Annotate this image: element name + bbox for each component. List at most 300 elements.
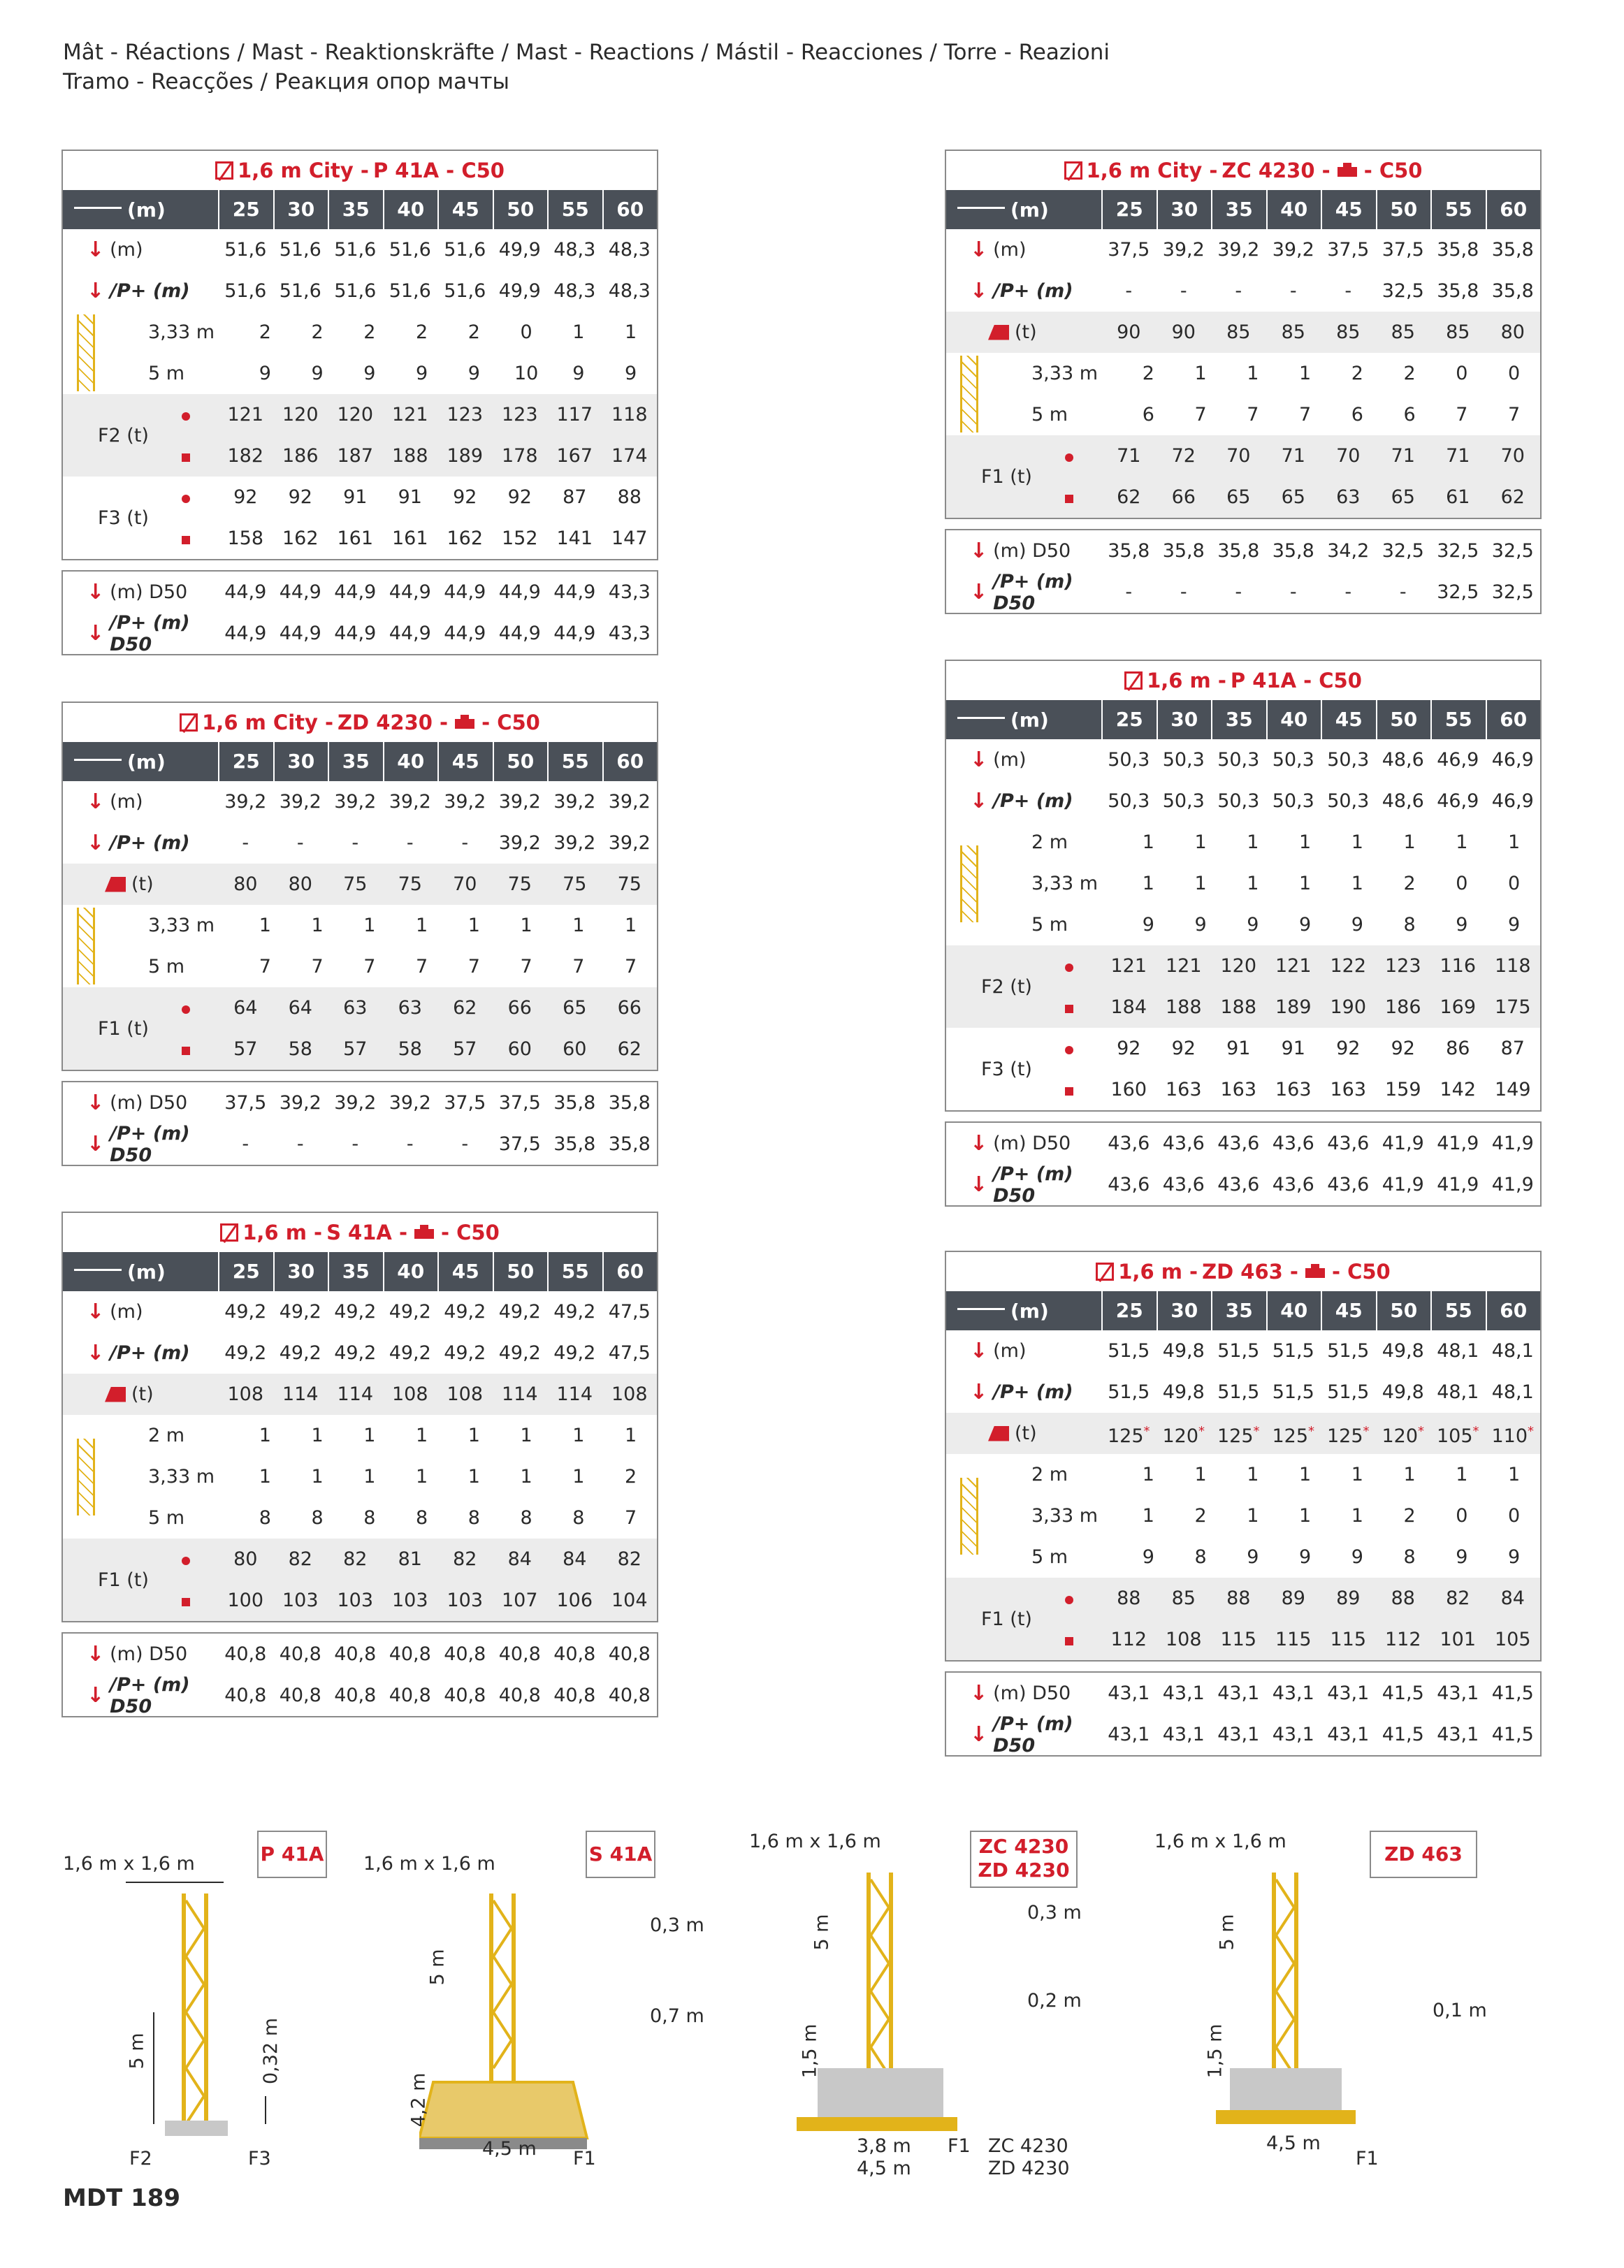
value-cell: 63 bbox=[1336, 486, 1361, 508]
column-header-cell: 30 bbox=[273, 742, 328, 781]
table-row bbox=[946, 780, 1540, 822]
table-row bbox=[1065, 945, 1540, 987]
force-f1-s41a: F1 bbox=[573, 2148, 596, 2169]
value-cells bbox=[218, 229, 657, 270]
value-cell: 1 bbox=[625, 321, 637, 343]
value-cell: 40,8 bbox=[279, 1643, 321, 1665]
mast-icon-cell bbox=[63, 905, 141, 987]
marker-cell bbox=[1065, 996, 1101, 1018]
hook-icon: ↓ bbox=[87, 1300, 105, 1324]
row-label bbox=[1024, 1505, 1122, 1527]
table-p41a bbox=[945, 660, 1542, 1207]
value-cell: 49,2 bbox=[224, 1301, 267, 1323]
value-cells bbox=[239, 1415, 657, 1456]
value-cell: 7 bbox=[1247, 404, 1259, 426]
value-cell: 44,9 bbox=[334, 623, 377, 644]
value-cells bbox=[1101, 1069, 1540, 1110]
value-cell: 43,6 bbox=[1162, 1133, 1205, 1154]
value-cell: 75 bbox=[563, 873, 587, 895]
table-box bbox=[61, 1212, 658, 1622]
value-cell: 92 bbox=[288, 486, 312, 508]
value-cell: 35,8 bbox=[1437, 239, 1479, 261]
value-cell: 7 bbox=[363, 956, 376, 977]
offset1-zc4230: 0,3 m bbox=[1027, 1902, 1082, 1924]
table-box bbox=[945, 150, 1542, 519]
value-cell: 57 bbox=[233, 1038, 258, 1060]
value-cell: 1 bbox=[1351, 831, 1363, 853]
value-cell: 9 bbox=[416, 363, 428, 384]
title-part-c: - C50 bbox=[1363, 159, 1423, 182]
value-cell: 91 bbox=[1281, 1038, 1305, 1059]
value-cells bbox=[1101, 780, 1540, 822]
value-cell: 43,1 bbox=[1272, 1682, 1314, 1704]
table-row bbox=[1024, 394, 1540, 435]
row-label-text: 5 m bbox=[148, 956, 185, 977]
value-cell: 121 bbox=[1110, 955, 1147, 977]
value-cells bbox=[218, 270, 657, 312]
value-cell: 7 bbox=[1456, 404, 1468, 426]
value-cells bbox=[1122, 904, 1540, 945]
value-cell: 43,3 bbox=[608, 581, 651, 603]
row-label-text: (m) bbox=[110, 239, 143, 261]
mast-section-icon bbox=[77, 1439, 95, 1515]
column-header-cell: 55 bbox=[1430, 190, 1486, 229]
row-label-text: 5 m bbox=[1031, 914, 1068, 936]
table-row bbox=[1065, 435, 1540, 477]
value-cell: 43,1 bbox=[1272, 1724, 1314, 1745]
value-cell: - bbox=[461, 832, 469, 854]
column-header-label bbox=[946, 198, 1101, 221]
value-cell: 6 bbox=[1351, 404, 1363, 426]
value-cell: 37,5 bbox=[1382, 239, 1424, 261]
column-header-cell: 50 bbox=[493, 1252, 548, 1291]
value-cell: 50,3 bbox=[1108, 790, 1150, 812]
value-cell: 178 bbox=[501, 445, 538, 467]
value-cell: 41,9 bbox=[1437, 1133, 1479, 1154]
value-cell: 86 bbox=[1446, 1038, 1470, 1059]
marker-cell bbox=[182, 486, 218, 508]
value-cell: 51,6 bbox=[279, 280, 321, 302]
hook-icon: ↓ bbox=[87, 1132, 105, 1156]
table-row bbox=[946, 530, 1540, 572]
value-cell: 118 bbox=[611, 404, 648, 426]
mast-section-group bbox=[946, 353, 1540, 435]
force-rows bbox=[182, 1539, 657, 1621]
value-cell: 32,5 bbox=[1437, 581, 1479, 603]
value-cell: 121 bbox=[1275, 955, 1312, 977]
value-cells bbox=[1101, 312, 1540, 353]
marker-cell bbox=[182, 1038, 218, 1060]
value-cell: 44,9 bbox=[389, 581, 431, 603]
value-cell: 1 bbox=[1351, 1464, 1363, 1485]
force-label bbox=[63, 987, 182, 1070]
value-cell: 82 bbox=[1446, 1587, 1470, 1609]
value-cell: 44,9 bbox=[444, 581, 486, 603]
value-cell: 40,8 bbox=[608, 1685, 651, 1706]
value-cell: 2 bbox=[1194, 1505, 1207, 1527]
column-header-unit: (m) bbox=[127, 750, 166, 773]
value-cells bbox=[1101, 1619, 1540, 1660]
value-cell: 51,6 bbox=[444, 239, 486, 261]
value-cells bbox=[1101, 435, 1540, 477]
column-header-cell: 25 bbox=[1101, 1291, 1157, 1330]
value-cell: 9 bbox=[1194, 914, 1207, 936]
value-cell: 43,3 bbox=[608, 623, 651, 644]
table-row bbox=[182, 394, 657, 435]
column-header-cell: 25 bbox=[1101, 190, 1157, 229]
square-icon bbox=[1065, 1087, 1073, 1096]
value-cell: 9 bbox=[1456, 1546, 1468, 1568]
value-cell: 105* bbox=[1436, 1423, 1479, 1447]
column-header-cells bbox=[218, 1252, 657, 1291]
value-cell: 125* bbox=[1272, 1423, 1315, 1447]
force-label-text: F3 (t) bbox=[981, 1058, 1032, 1080]
value-cell: 41,5 bbox=[1491, 1724, 1534, 1745]
value-cells bbox=[218, 1634, 657, 1675]
marker-cell bbox=[1065, 1038, 1101, 1059]
value-cell: 1 bbox=[467, 1466, 480, 1488]
column-header-cells bbox=[1101, 700, 1540, 739]
value-cell: 1 bbox=[572, 915, 585, 936]
value-cell: 60 bbox=[507, 1038, 532, 1060]
value-cell: 70 bbox=[453, 873, 477, 895]
table-row bbox=[182, 1539, 657, 1580]
value-cell: 49,2 bbox=[444, 1301, 486, 1323]
hook-icon: ↓ bbox=[970, 279, 988, 303]
table-row bbox=[946, 312, 1540, 353]
value-cell: 9 bbox=[1508, 914, 1521, 936]
value-cell: 108 bbox=[611, 1383, 648, 1405]
row-label-text: (m) bbox=[110, 791, 143, 813]
table-row bbox=[182, 987, 657, 1028]
row-label-text: 2 m bbox=[148, 1425, 185, 1446]
value-cell: 2 bbox=[1142, 363, 1154, 384]
table-title bbox=[946, 661, 1540, 700]
value-cell: 9 bbox=[1351, 914, 1363, 936]
mast-section-rows bbox=[141, 905, 657, 987]
table-row bbox=[182, 477, 657, 518]
value-cell: 43,1 bbox=[1162, 1724, 1205, 1745]
value-cell: 104 bbox=[611, 1590, 648, 1611]
value-cell: 0 bbox=[1508, 1505, 1521, 1527]
value-cell: 1 bbox=[1508, 1464, 1521, 1485]
value-cell: 85 bbox=[1446, 321, 1470, 343]
square-icon bbox=[1065, 495, 1073, 503]
value-cell: 71 bbox=[1281, 445, 1305, 467]
value-cell: 7 bbox=[1299, 404, 1312, 426]
value-cell: 47,5 bbox=[608, 1342, 651, 1364]
value-cell: 9 bbox=[1299, 1546, 1312, 1568]
value-cell: 39,2 bbox=[498, 791, 541, 813]
value-cell: 1 bbox=[1299, 831, 1312, 853]
value-cell: 1 bbox=[1142, 1505, 1154, 1527]
column-header-cell: 25 bbox=[1101, 700, 1157, 739]
row-label-text: 5 m bbox=[1031, 1546, 1068, 1568]
row-label-text: 3,33 m bbox=[1031, 1505, 1099, 1527]
row-label bbox=[946, 1713, 1101, 1757]
value-cell: 32,5 bbox=[1437, 540, 1479, 562]
value-cell: 6 bbox=[1142, 404, 1154, 426]
row-label bbox=[1024, 873, 1122, 894]
value-cell: 7 bbox=[259, 956, 271, 977]
value-cell: 49,2 bbox=[444, 1342, 486, 1364]
value-cell: 0 bbox=[520, 321, 532, 343]
value-cell: 8 bbox=[572, 1507, 585, 1529]
value-cell: 49,8 bbox=[1162, 1381, 1205, 1403]
value-cell: 32,5 bbox=[1382, 280, 1424, 302]
value-cell: 163 bbox=[1220, 1079, 1257, 1100]
value-cell: 44,9 bbox=[224, 623, 267, 644]
value-cell: 64 bbox=[233, 997, 258, 1019]
force-label bbox=[946, 435, 1065, 518]
dot-icon bbox=[182, 412, 190, 421]
column-header-cell: 25 bbox=[218, 1252, 273, 1291]
value-cell: 122 bbox=[1330, 955, 1367, 977]
value-cells bbox=[1122, 394, 1540, 435]
table-row bbox=[946, 1330, 1540, 1372]
value-cells bbox=[218, 1374, 657, 1415]
star-mark: * bbox=[1143, 1423, 1150, 1439]
value-cell: 161 bbox=[391, 528, 428, 549]
column-header-unit: (m) bbox=[1010, 708, 1049, 732]
value-cell: 49,8 bbox=[1382, 1381, 1424, 1403]
d50-box bbox=[945, 1121, 1542, 1207]
row-label bbox=[1024, 914, 1122, 936]
value-cell: 40,8 bbox=[389, 1685, 431, 1706]
value-cells bbox=[1101, 1164, 1540, 1205]
value-cell: 2 bbox=[311, 321, 324, 343]
column-header-cell: 40 bbox=[383, 190, 438, 229]
row-label bbox=[1024, 404, 1122, 426]
value-cells bbox=[1101, 1714, 1540, 1755]
table-title bbox=[63, 151, 657, 190]
value-cell: 72 bbox=[1171, 445, 1196, 467]
tip-icon bbox=[1096, 1263, 1114, 1281]
value-cells bbox=[1101, 229, 1540, 270]
row-label bbox=[946, 1681, 1101, 1706]
title-part-c: - C50 bbox=[481, 711, 540, 734]
column-header-cell: 40 bbox=[1266, 190, 1321, 229]
value-cell: 35,8 bbox=[1217, 540, 1260, 562]
value-cell: 65 bbox=[1226, 486, 1251, 508]
row-label-text: (t) bbox=[131, 1383, 154, 1405]
column-header-cell: 30 bbox=[1157, 700, 1212, 739]
table-zd4230-city bbox=[61, 702, 658, 1166]
value-cell: 35,8 bbox=[608, 1133, 651, 1155]
value-cell: - bbox=[1344, 581, 1352, 603]
hook-icon: ↓ bbox=[970, 1339, 988, 1363]
value-cell: 114 bbox=[337, 1383, 374, 1405]
force-group bbox=[946, 1578, 1540, 1660]
value-cell: 1 bbox=[259, 915, 271, 936]
force-group bbox=[946, 435, 1540, 518]
value-cell: 0 bbox=[1456, 873, 1468, 894]
column-header-row bbox=[946, 1291, 1540, 1330]
row-label bbox=[141, 956, 239, 977]
value-cell: 43,1 bbox=[1327, 1724, 1370, 1745]
column-header-label bbox=[63, 750, 218, 773]
value-cell: 2 bbox=[259, 321, 271, 343]
header-line-2: Tramo - Reacções / Реакция опор мачты bbox=[63, 69, 510, 94]
mast-section-group bbox=[946, 822, 1540, 945]
value-cell: 32,5 bbox=[1491, 581, 1534, 603]
value-cell: 149 bbox=[1494, 1079, 1531, 1100]
value-cell: 71 bbox=[1117, 445, 1141, 467]
value-cell: 2 bbox=[1403, 1505, 1416, 1527]
value-cell: 75 bbox=[398, 873, 422, 895]
value-cell: 37,5 bbox=[224, 1092, 267, 1114]
row-label bbox=[63, 238, 218, 262]
value-cell: 189 bbox=[1275, 996, 1312, 1018]
column-header-cell: 30 bbox=[273, 190, 328, 229]
marker-cell bbox=[1065, 1587, 1101, 1609]
value-cell: 182 bbox=[227, 445, 264, 467]
row-label-text: (m) bbox=[110, 1301, 143, 1323]
table-row bbox=[182, 1580, 657, 1621]
column-header-cell: 35 bbox=[328, 1252, 383, 1291]
value-cell: 46,9 bbox=[1491, 749, 1534, 771]
mast-section-icon bbox=[960, 356, 978, 432]
value-cell: 115 bbox=[1220, 1629, 1257, 1650]
value-cell: 125* bbox=[1107, 1423, 1150, 1447]
row-label-text: (m) D50 bbox=[993, 1133, 1071, 1154]
value-cells bbox=[1101, 1372, 1540, 1413]
value-cell: 163 bbox=[1330, 1079, 1367, 1100]
table-title bbox=[946, 1252, 1540, 1291]
value-cell: 1 bbox=[625, 915, 637, 936]
value-cell: 43,6 bbox=[1108, 1174, 1150, 1195]
table-row bbox=[1024, 1454, 1540, 1495]
height2-s41a: 4,2 m bbox=[407, 2072, 430, 2128]
value-cell: 186 bbox=[1384, 996, 1421, 1018]
value-cell: 51,6 bbox=[224, 280, 267, 302]
value-cell: 118 bbox=[1494, 955, 1531, 977]
value-cell: 66 bbox=[507, 997, 532, 1019]
table-row bbox=[946, 1164, 1540, 1205]
value-cells bbox=[1122, 1536, 1540, 1578]
tip-icon bbox=[1124, 671, 1143, 690]
value-cell: - bbox=[1235, 280, 1242, 302]
row-label-text: (m) D50 bbox=[993, 1682, 1071, 1704]
value-cell: 1 bbox=[1247, 873, 1259, 894]
value-cell: 7 bbox=[311, 956, 324, 977]
offset1-s41a: 0,3 m bbox=[650, 1914, 704, 1936]
row-label-text: (m) bbox=[993, 1340, 1027, 1362]
value-cells bbox=[1101, 572, 1540, 613]
value-cell: 39,2 bbox=[334, 1092, 377, 1114]
chassis-icon bbox=[74, 759, 122, 771]
value-cell: 87 bbox=[1500, 1038, 1525, 1059]
value-cell: 43,1 bbox=[1437, 1682, 1479, 1704]
value-cell: 1 bbox=[1194, 831, 1207, 853]
value-cell: 66 bbox=[1171, 486, 1196, 508]
tag-zc4230 bbox=[970, 1831, 1078, 1888]
value-cell: 49,8 bbox=[1382, 1340, 1424, 1362]
value-cells bbox=[1101, 1123, 1540, 1164]
column-header-cell: 60 bbox=[1486, 190, 1541, 229]
value-cell: 1 bbox=[1194, 873, 1207, 894]
value-cells bbox=[1122, 1495, 1540, 1536]
value-cell: 9 bbox=[1299, 914, 1312, 936]
value-cell: 85 bbox=[1226, 321, 1251, 343]
title-part-a: 1,6 m - bbox=[242, 1221, 323, 1244]
value-cells bbox=[1101, 1330, 1540, 1372]
value-cell: 1 bbox=[416, 1466, 428, 1488]
value-cell: 92 bbox=[1391, 1038, 1415, 1059]
value-cell: 1 bbox=[363, 915, 376, 936]
value-cell: 51,6 bbox=[334, 280, 377, 302]
value-cells bbox=[1101, 270, 1540, 312]
marker-cell bbox=[1065, 1629, 1101, 1650]
value-cell: 39,2 bbox=[1272, 239, 1314, 261]
value-cell: 39,2 bbox=[279, 791, 321, 813]
value-cell: 92 bbox=[1171, 1038, 1196, 1059]
row-label bbox=[63, 580, 218, 604]
value-cell: 92 bbox=[233, 486, 258, 508]
value-cell: 7 bbox=[625, 1507, 637, 1529]
column-header-cell: 40 bbox=[383, 1252, 438, 1291]
value-cell: 39,2 bbox=[389, 1092, 431, 1114]
table-row bbox=[141, 1415, 657, 1456]
value-cell: 39,2 bbox=[444, 791, 486, 813]
value-cell: 1 bbox=[1142, 831, 1154, 853]
column-header-unit: (m) bbox=[1010, 1299, 1049, 1323]
table-row bbox=[63, 1291, 657, 1332]
row-label-text: /P+ (m) bbox=[993, 1381, 1073, 1403]
value-cell: 1 bbox=[1142, 1464, 1154, 1485]
dim-p41a: 1,6 m x 1,6 m bbox=[63, 1853, 195, 1875]
value-cell: 1 bbox=[520, 1466, 532, 1488]
column-header-row bbox=[63, 190, 657, 229]
column-header-label bbox=[946, 708, 1101, 732]
column-header-cell: 50 bbox=[1376, 700, 1431, 739]
value-cells bbox=[239, 1456, 657, 1497]
value-cell: 49,2 bbox=[498, 1342, 541, 1364]
value-cell: 43,1 bbox=[1327, 1682, 1370, 1704]
row-label bbox=[946, 279, 1101, 303]
value-cell: 80 bbox=[288, 873, 312, 895]
value-cells bbox=[218, 394, 657, 435]
row-label bbox=[946, 238, 1101, 262]
row-label bbox=[141, 1466, 239, 1488]
counterweight-icon bbox=[1303, 1264, 1328, 1279]
column-header-cell: 50 bbox=[493, 190, 548, 229]
force-rows bbox=[1065, 1578, 1540, 1660]
row-label bbox=[1024, 363, 1122, 384]
height-p41a: 5 m bbox=[126, 2033, 148, 2070]
value-cell: 9 bbox=[572, 363, 585, 384]
value-cell: 43,6 bbox=[1327, 1133, 1370, 1154]
d50-box bbox=[61, 570, 658, 655]
value-cell: 51,5 bbox=[1217, 1381, 1260, 1403]
value-cell: 51,5 bbox=[1272, 1340, 1314, 1362]
table-row bbox=[1024, 904, 1540, 945]
value-cell: 82 bbox=[343, 1548, 368, 1570]
row-label-text: /P+ (m) bbox=[993, 280, 1073, 302]
table-box bbox=[61, 702, 658, 1071]
value-cell: 51,6 bbox=[389, 239, 431, 261]
value-cell: 85 bbox=[1171, 1587, 1196, 1609]
value-cells bbox=[218, 864, 657, 905]
column-header-label bbox=[946, 1300, 1101, 1323]
value-cell: 44,9 bbox=[553, 623, 596, 644]
row-label bbox=[946, 789, 1101, 813]
value-cell: 51,5 bbox=[1217, 1340, 1260, 1362]
value-cells bbox=[218, 781, 657, 822]
table-row bbox=[1065, 1028, 1540, 1069]
value-cell: 142 bbox=[1440, 1079, 1477, 1100]
value-cell: 35,8 bbox=[1108, 540, 1150, 562]
